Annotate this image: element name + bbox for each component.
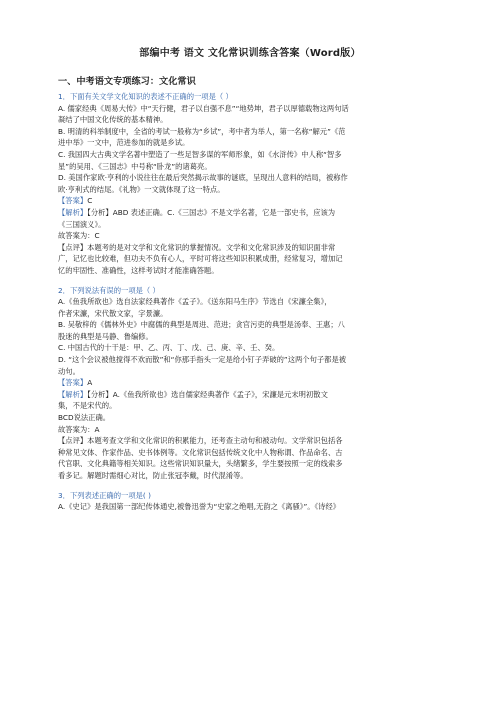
option-line: B. 明清的科举制度中，全省的考试一般称为“乡试”，考中者为举人，第一名称“解元”《范 — [58, 126, 346, 136]
answer-line — [58, 195, 442, 207]
question-1 — [58, 91, 442, 277]
analysis-line: 《三国演义》。 — [58, 219, 106, 229]
option-line: C. 我国四大古典文学名著中塑造了一些足智多谋的军师形象，如《水浒传》中人称“智多 — [58, 149, 342, 159]
option-line: 进中举》一文中，范进参加的就是乡试。 — [58, 138, 190, 148]
option-line: 作者宋濂，宋代散文家，字景濂。 — [58, 308, 168, 318]
analysis-line: 故答案为：A — [58, 424, 100, 434]
section-heading: 一、中考语文专项练习：文化常识 — [58, 76, 196, 87]
option-line: B. 吴敬梓的《儒林外史》中腐儒的典型是周进、范进；贪官污吏的典型是汤奉、王惠；八 — [58, 320, 345, 330]
option-line: 欧·亨利式的结尾。《礼物》一文就体现了这一特点。 — [58, 184, 225, 194]
answer-value: A — [87, 378, 93, 388]
option-line: A. 儒家经典《周易大传》中“天行健，君子以自强不息”“地势坤，君子以厚德载物这两句话 — [58, 103, 349, 113]
question-stem: 2．下列说法有误的一项是（ ） — [58, 285, 160, 295]
analysis-line: 【解析】【分析】A.《鱼我所欲也》选自儒家经典著作《孟子》，宋濂是元末明初散文 — [58, 389, 328, 399]
comment-line: 【点评】本题考的是对文学和文化常识的掌握情况。文学和文化常识涉及的知识面非常 — [58, 242, 336, 252]
answer-value: C — [87, 196, 93, 206]
analysis-label: 【解析】 — [58, 207, 88, 217]
answer-label: 【答案】 — [58, 378, 88, 388]
analysis-line: 故答案为：C — [58, 231, 100, 241]
comment-line: 代官职、文化典籍等相关知识。这些常识知识量大，头绪繁多，学生要按照一定的线索多 — [58, 459, 343, 469]
option-line: A.《鱼我所欲也》选自法家经典著作《孟子》。《送东阳马生序》节选自《宋濂全集》， — [58, 297, 332, 307]
answer-label: 【答案】 — [58, 196, 88, 206]
analysis-line: BCD说法正确。 — [58, 413, 111, 423]
question-stem: 1．下面有关文学文化知识的表述不正确的一项是（ ） — [58, 92, 233, 101]
question-stem: 3．下列表述正确的一项是( ) — [58, 490, 151, 500]
analysis-line: 【解析】【分析】ABD 表述正确。C.《三国志》不是文学名著，它是一部史书，应该为 — [58, 207, 336, 217]
option-line: 动句。 — [58, 366, 80, 376]
document-title: 部编中考 语文 文化常识训练含答案（Word版） — [139, 48, 361, 59]
comment-line: 忆的牢固性、准确性，这样考试时才能准确答题。 — [58, 265, 219, 275]
answer-line — [58, 377, 442, 389]
analysis-label: 【解析】 — [58, 389, 88, 399]
option-line: D. 美国作家欧·亨利的小说往往在最后突然揭示故事的谜底，呈现出人意料的结局，被称作 — [58, 173, 348, 183]
option-line: 股迷的典型是马静、鲁编修。 — [58, 331, 153, 341]
comment-line: 广，记忆也比较难，但功夫不负有心人，平时可将这些知识积累成册，经常复习，增加记 — [58, 254, 343, 264]
option-line: C. 中国古代的十干是：甲、乙、丙、丁、戊、己、庚、辛、壬、癸。 — [58, 343, 280, 353]
comment-line: 【点评】本题考查文学和文化常识的积累能力，还考查主动句和被动句。文学常识包括各 — [58, 436, 343, 446]
comment-line: 种常见文体、作家作品、史书体例等。文化常识包括传统文化中人物称谓、作品命名、古 — [58, 447, 343, 457]
comment-line: 看多记。解题时需细心对比，防止张冠李戴，时代混淆等。 — [58, 471, 248, 480]
option-line: 星”的吴用、《三国志》中号称“卧龙”的诸葛亮。 — [58, 161, 212, 171]
option-line: A.《史记》是我国第一部纪传体通史,被鲁迅誉为“史家之绝唱,无韵之《离骚》”。《诗经》 — [58, 502, 341, 512]
analysis-line: 集，不是宋代的。 — [58, 401, 117, 411]
option-line: D. “这个会议被他搅得不欢而散”和“你那手指头一定是给小钉子弄破的”这两个句子都是被 — [58, 355, 347, 365]
question-2 — [58, 285, 442, 482]
question-3 — [58, 490, 442, 513]
option-line: 凝结了中国文化传统的基本精神。 — [58, 115, 168, 125]
